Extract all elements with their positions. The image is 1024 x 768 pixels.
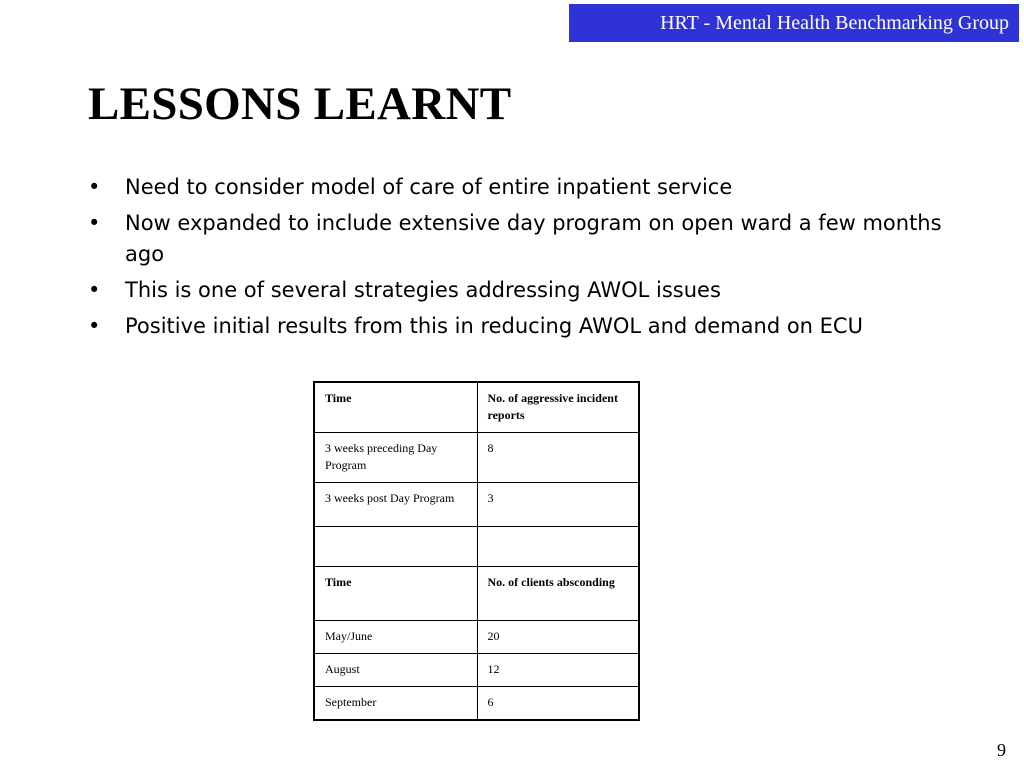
bullet-item bbox=[86, 172, 966, 203]
table-row bbox=[314, 687, 639, 721]
bullet-icon: • bbox=[88, 175, 101, 199]
table-cell: 3 bbox=[477, 483, 639, 527]
results-table bbox=[313, 381, 640, 721]
bullet-text: Need to consider model of care of entire inpatient service bbox=[125, 175, 733, 199]
table-header-cell: Time bbox=[314, 382, 477, 433]
table-header-cell: Time bbox=[314, 567, 477, 621]
table-cell: May/June bbox=[314, 621, 477, 654]
table-row bbox=[314, 483, 639, 527]
table-cell: 3 weeks post Day Program bbox=[314, 483, 477, 527]
table-cell-empty bbox=[314, 527, 477, 567]
table-header-row bbox=[314, 382, 639, 433]
table-cell: September bbox=[314, 687, 477, 721]
table-cell: 8 bbox=[477, 433, 639, 483]
bullet-item bbox=[86, 208, 966, 270]
table-header-row bbox=[314, 567, 639, 621]
header-banner bbox=[569, 4, 1019, 42]
bullet-icon: • bbox=[88, 211, 101, 235]
bullet-icon: • bbox=[88, 314, 101, 338]
bullet-list bbox=[86, 172, 966, 347]
header-label: HRT - Mental Health Benchmarking Group bbox=[660, 11, 1009, 34]
bullet-item bbox=[86, 311, 966, 342]
table-header-cell: No. of aggressive incident reports bbox=[477, 382, 639, 433]
bullet-text: Positive initial results from this in reducing AWOL and demand on ECU bbox=[125, 314, 863, 338]
page-number: 9 bbox=[997, 740, 1006, 760]
table-cell-empty bbox=[477, 527, 639, 567]
table-cell: 20 bbox=[477, 621, 639, 654]
table-header-cell: No. of clients absconding bbox=[477, 567, 639, 621]
bullet-icon: • bbox=[88, 278, 101, 302]
slide-title: LESSONS LEARNT bbox=[88, 78, 512, 130]
bullet-text: This is one of several strategies addressing AWOL issues bbox=[125, 278, 721, 302]
table-spacer-row bbox=[314, 527, 639, 567]
table-cell: August bbox=[314, 654, 477, 687]
table-row bbox=[314, 433, 639, 483]
table-cell: 12 bbox=[477, 654, 639, 687]
table-cell: 6 bbox=[477, 687, 639, 721]
table-row bbox=[314, 621, 639, 654]
table-cell: 3 weeks preceding Day Program bbox=[314, 433, 477, 483]
table-row bbox=[314, 654, 639, 687]
bullet-item bbox=[86, 275, 966, 306]
bullet-text: Now expanded to include extensive day program on open ward a few months ago bbox=[125, 211, 942, 266]
